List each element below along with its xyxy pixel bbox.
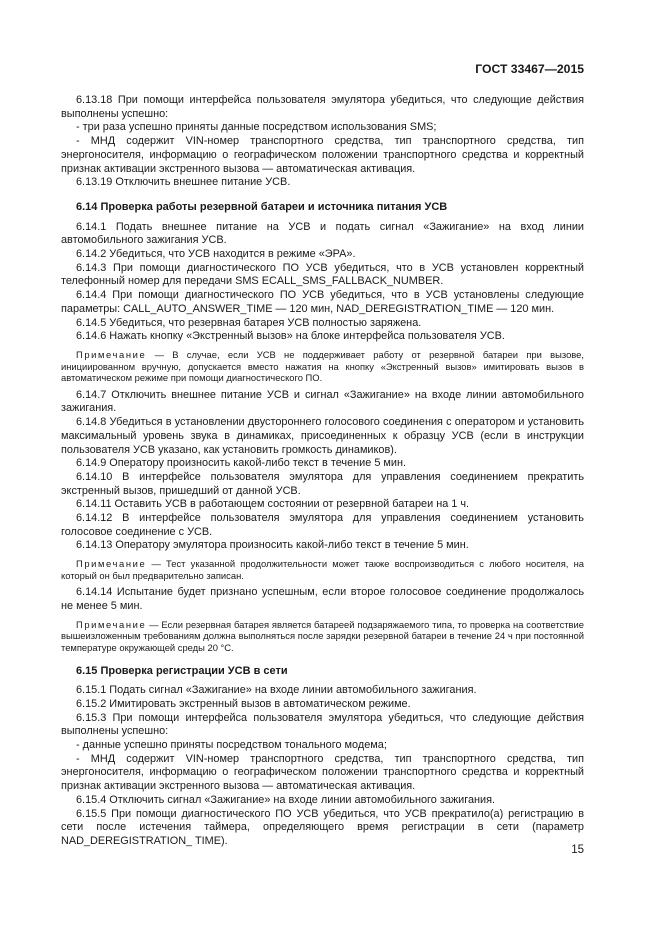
paragraph-6-15-3: 6.15.3 При помощи интерфейса пользователя эмулятора убедиться, что следующие действия выполнены успешно: [61,711,584,738]
paragraph-6-14-14: 6.14.14 Испытание будет признано успешным, если второе голосовое соединение продолжалось не менее 5 мин. [61,586,584,613]
section-heading-6-14: 6.14 Проверка работы резервной батареи и источника питания УСВ [76,200,448,213]
paragraph-6-14-7: 6.14.7 Отключить внешнее питание УСВ и сигнал «Зажигание» на входе линии автомобильного зажигания. [61,388,584,415]
note-3 [61,619,584,654]
note-text: — Тест указанной продолжительности может также воспроизводиться с любого носителя, на который он был предварительно записан. [61,558,584,581]
paragraph-6-15-4: 6.15.4 Отключить сигнал «Зажигание» на входе линии автомобильного зажигания. [76,793,496,806]
paragraph-6-14-5: 6.14.5 Убедиться, что резервная батарея УСВ полностью заряжена. [76,316,422,329]
list-item: - три раза успешно приняты данные посредством использования SMS; [76,121,437,134]
paragraph-6-14-12: 6.14.12 В интерфейсе пользователя эмулятора для управления соединением установить голосовое соединение с УСВ. [61,512,584,538]
paragraph-6-14-11: 6.14.11 Оставить УСВ в работающем состоянии от резервной батареи на 1 ч. [76,498,470,511]
paragraph-6-14-9: 6.14.9 Оператору произносить какой-либо текст в течение 5 мин. [76,457,407,470]
paragraph-6-15-1: 6.15.1 Подать сигнал «Зажигание» на входе линии автомобильного зажигания. [76,684,477,697]
note-text: — Если резервная батарея является батареей подзаряжаемого типа, то проверка на соответствие вышеизложенным требованиям должна выполняться после зарядки резервной батареи в течение 24 ч при постоянной температуре окружающей среды 20 °С. [61,618,584,653]
paragraph-6-14-13: 6.14.13 Оператору эмулятора произносить какой-либо текст в течение 5 мин. [76,539,469,552]
paragraph-6-14-8: 6.14.8 Убедиться в установлении двустороннего голосового соединения с оператором и установить максимальный уровень звука в динамиках, присоединенных к образцу УСВ (если в инструкции пользователя УСВ указано, как установить громкость динамиков). [61,416,584,456]
note-2 [61,558,584,581]
section-heading-6-15: 6.15 Проверка регистрации УСВ в сети [76,664,288,677]
list-item: - МНД содержит VIN-номер транспортного средства, тип транспортного средства, тип энергоносителя, информацию о географическом положении транспортного средства и корректный признак активации экстренного вызова — автоматическая активация. [61,135,584,175]
paragraph-6-14-4: 6.14.4 При помощи диагностического ПО УСВ убедиться, что в УСВ установлены следующие параметры: CALL_AUTO_ANSWER_TIME — 120 мин, NAD_DEREGISTRATION_TIME — 120 мин. [61,289,584,315]
paragraph-6-14-1: 6.14.1 Подать внешнее питание на УСВ и подать сигнал «Зажигание» на вход линии автомобильного зажигания УСВ. [61,220,584,247]
paragraph-6-15-2: 6.15.2 Имитировать экстренный вызов в автоматическом режиме. [76,697,411,710]
paragraph-6-14-3: 6.14.3 При помощи диагностического ПО УСВ убедиться, что в УСВ установлен корректный телефонный номер для передачи SMS ECALL_SMS_FALLBACK_NUMBER. [61,261,584,288]
paragraph-6-13-19: 6.13.19 Отключить внешнее питание УСВ. [76,176,291,189]
paragraph-6-14-2: 6.14.2 Убедиться, что УСВ находится в режиме «ЭРА». [76,248,356,261]
note-1 [61,349,584,384]
list-item: - МНД содержит VIN-номер транспортного средства, тип транспортного средства, тип энергоносителя, информацию о географическом положении транспортного средства и корректный признак активации экстренного вызова — автоматическая активация. [61,752,584,793]
paragraph-6-13-18: 6.13.18 При помощи интерфейса пользователя эмулятора убедиться, что следующие действия выполнены успешно: [61,94,584,120]
paragraph-6-14-10: 6.14.10 В интерфейсе пользователя эмулятора для управления соединением прекратить экстренный вызов, пришедший от данной УСВ. [61,470,584,497]
note-text: — В случае, если УСВ не поддерживает работу от резервной батареи при вызове, инициированном вручную, допускается вместо нажатия на кнопку «Экстренный вызов» имитировать вызов в автоматическом режиме при помощи диагностического ПО. [61,348,584,384]
note-label: Примечание [76,618,147,630]
document-header: ГОСТ 33467—2015 [475,62,584,76]
paragraph-6-14-6: 6.14.6 Нажать кнопку «Экстренный вызов» на блоке интерфейса пользователя УСВ. [76,330,505,343]
list-item: - данные успешно приняты посредством тонального модема; [76,739,387,752]
document-body [61,94,584,849]
note-label: Примечание [76,348,147,360]
note-label: Примечание [76,558,147,570]
paragraph-6-15-5: 6.15.5 При помощи диагностического ПО УСВ убедиться, что УСВ прекратило(а) регистрацию в сети после истечения таймера, определяющего время регистрации в сети (параметр NAD_DEREGISTRATION_ TIME). [61,807,584,847]
page-number: 15 [571,844,584,856]
